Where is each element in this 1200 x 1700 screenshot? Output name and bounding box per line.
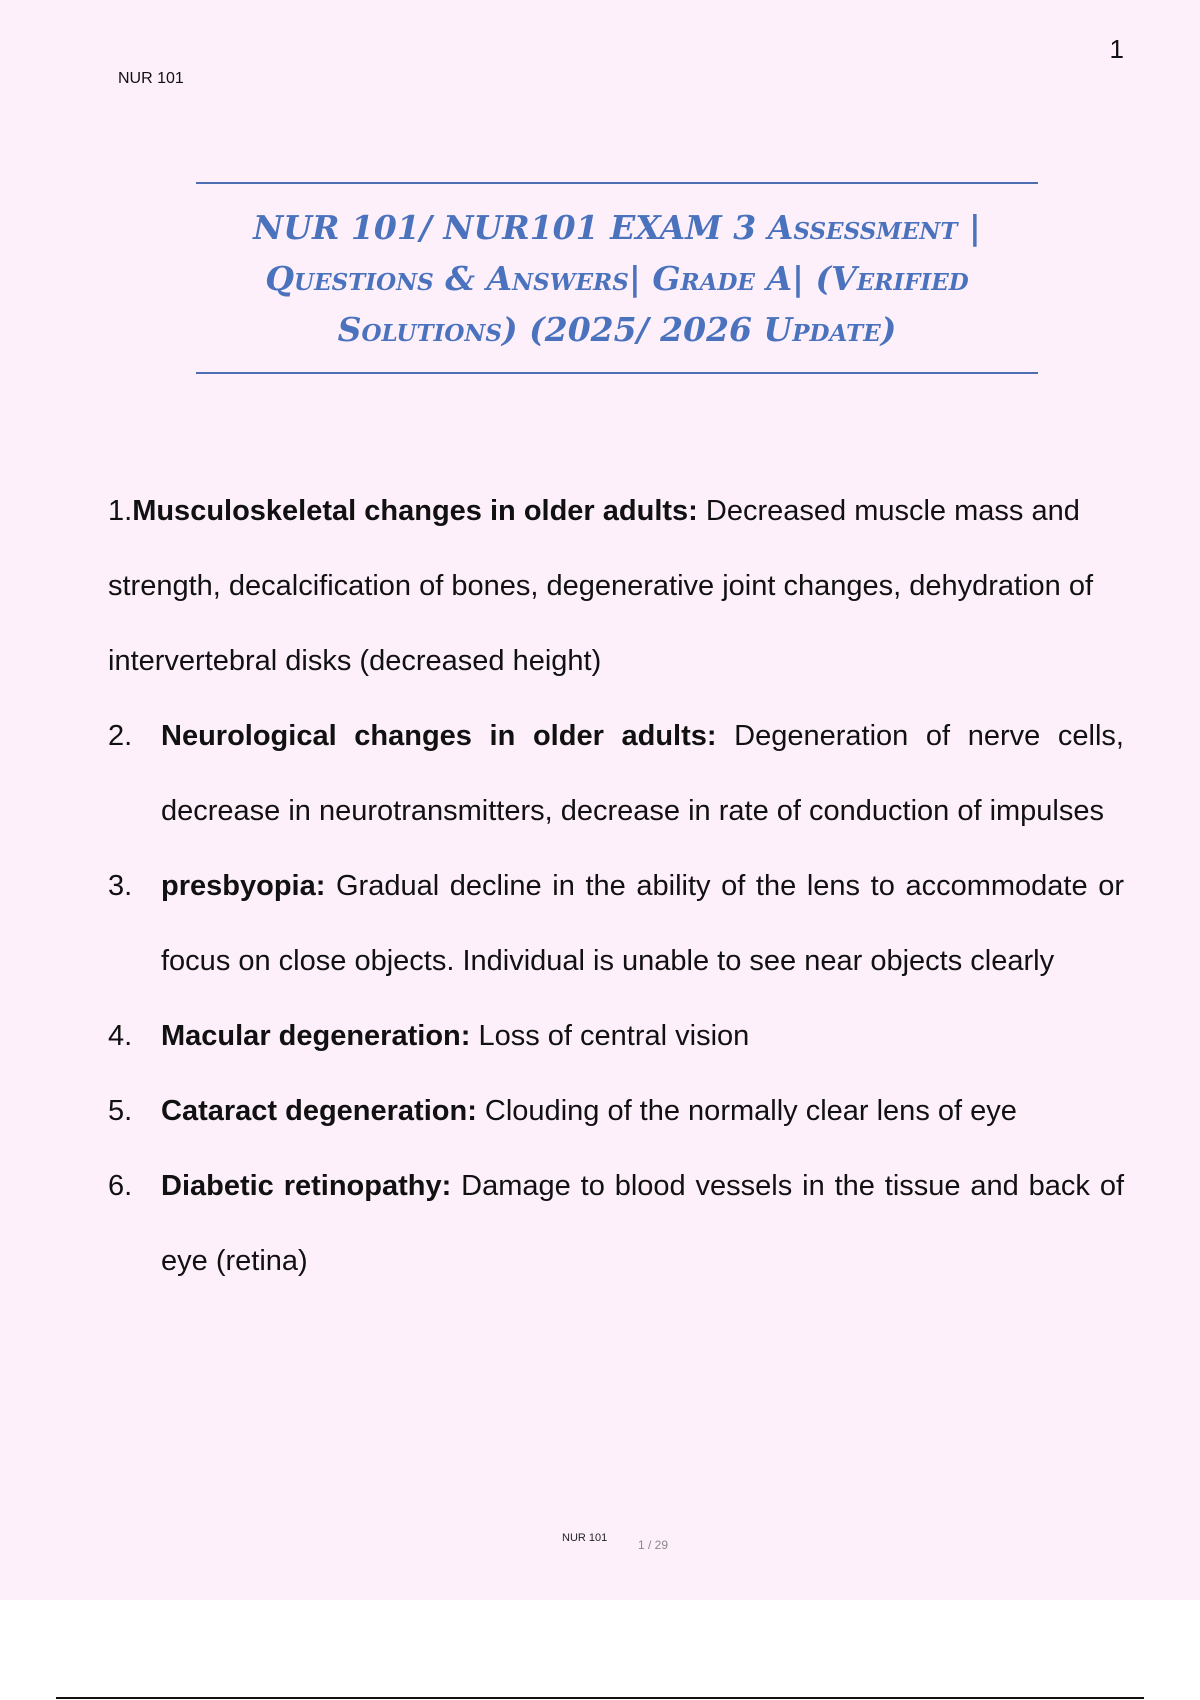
item-number: 5. xyxy=(108,1095,133,1127)
page-number: 1 xyxy=(1109,34,1124,64)
item-number: 3. xyxy=(108,870,133,902)
item-term: Musculoskeletal changes in older adults: xyxy=(132,495,698,527)
page-counter: 1 / 29 xyxy=(638,1538,669,1552)
item-term: Diabetic retinopathy: xyxy=(161,1170,452,1202)
list-item xyxy=(108,1074,1124,1149)
item-definition: Damage to blood vessels in the tissue and back of eye (retina) xyxy=(161,1170,1125,1277)
item-term: Neurological changes in older adults: xyxy=(161,720,717,752)
document-title: NUR 101/ NUR101 EXAM 3 Assessment | Questions & Answers| Grade A| (Verified Solutions) (2025/ 2026 Update) xyxy=(253,207,981,349)
bottom-divider xyxy=(56,1697,1144,1699)
qa-list xyxy=(108,474,1124,1299)
list-item xyxy=(108,699,1124,849)
list-item xyxy=(108,474,1124,699)
item-definition: Decreased muscle mass and strength, decalcification of bones, degenerative joint changes, dehydration of intervertebral disks (decreased height) xyxy=(108,495,1094,677)
footer-course-label: NUR 101 xyxy=(562,1532,608,1544)
item-term: Cataract degeneration: xyxy=(161,1095,477,1127)
item-number: 2. xyxy=(108,720,133,752)
item-definition: Gradual decline in the ability of the lens to accommodate or focus on close objects. Individual is unable to see near objects clearly xyxy=(161,870,1124,977)
item-definition: Loss of central vision xyxy=(470,1020,750,1052)
item-number: 6. xyxy=(108,1170,133,1202)
item-definition: Degeneration of nerve cells, decrease in neurotransmitters, decrease in rate of conduction of impulses xyxy=(161,720,1124,827)
item-term: presbyopia: xyxy=(161,870,326,902)
item-definition: Clouding of the normally clear lens of eye xyxy=(476,1095,1017,1127)
item-term: Macular degeneration: xyxy=(161,1020,471,1052)
list-item xyxy=(108,1149,1124,1299)
header-course-label: NUR 101 xyxy=(118,70,184,87)
list-item xyxy=(108,999,1124,1074)
title-box xyxy=(196,182,1038,374)
item-number: 1. xyxy=(108,495,133,527)
item-number: 4. xyxy=(108,1020,133,1052)
list-item xyxy=(108,849,1124,999)
